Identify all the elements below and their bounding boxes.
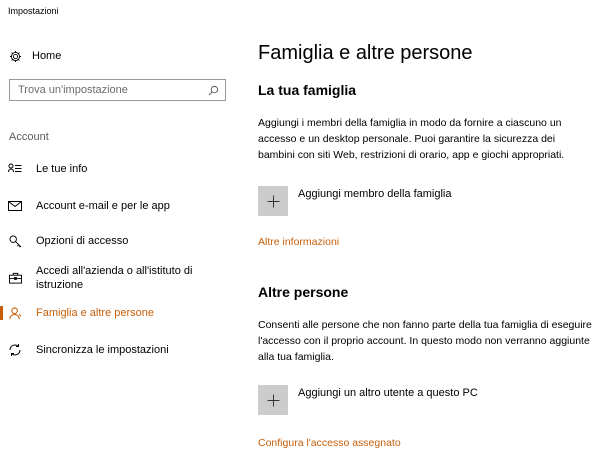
window-title: Impostazioni — [8, 6, 59, 16]
plus-icon — [258, 186, 288, 216]
sidebar-item-label: Le tue info — [36, 163, 88, 175]
person-icon — [2, 307, 28, 320]
configura-accesso-assegnato-link[interactable]: Configura l'accesso assegnato — [258, 437, 401, 449]
altre-informazioni-link[interactable]: Altre informazioni — [258, 236, 340, 248]
search-input[interactable] — [18, 84, 208, 96]
sidebar-item-famiglia[interactable] — [0, 306, 235, 320]
sidebar-item-label: Opzioni di accesso — [36, 235, 129, 247]
sidebar-item-label: Sincronizza le impostazioni — [36, 344, 169, 356]
sidebar-item-account-email[interactable] — [0, 199, 235, 213]
sync-icon — [2, 343, 28, 357]
active-indicator — [0, 306, 3, 320]
briefcase-icon — [2, 272, 28, 284]
add-family-member-button[interactable] — [258, 186, 451, 216]
family-description: Aggiungi i membri della famiglia in modo da fornire a ciascuno un accesso e un desktop personale. Puoi garantire la sicurezza dei bambini con siti Web, restrizioni di orario, app e giochi appropriati. — [258, 117, 565, 161]
sidebar-item-le-tue-info[interactable] — [0, 162, 235, 176]
add-other-user-label: Aggiungi un altro utente a questo PC — [298, 387, 478, 399]
nav-home[interactable] — [9, 46, 61, 66]
sidebar-item-azienda-istituto[interactable] — [0, 264, 235, 292]
sidebar-item-opzioni-accesso[interactable] — [0, 234, 235, 248]
nav-home-label: Home — [32, 50, 62, 62]
others-description: Consenti alle persone che non fanno parte della tua famiglia di eseguire l'accesso con il proprio account. In questo modo non verranno aggiunte alla tua famiglia. — [258, 319, 592, 363]
search-icon[interactable] — [208, 85, 219, 96]
plus-icon — [258, 385, 288, 415]
family-heading: La tua famiglia — [258, 82, 357, 98]
page-title: Famiglia e altre persone — [258, 42, 473, 64]
sidebar-item-label: Famiglia e altre persone — [36, 307, 155, 319]
section-label-account: Account — [9, 131, 49, 143]
key-icon — [2, 235, 28, 248]
sidebar-item-label: Accedi all'azienda o all'istituto di istruzione — [36, 265, 193, 291]
user-info-icon — [2, 163, 28, 175]
others-heading: Altre persone — [258, 284, 349, 300]
sidebar-item-label: Account e-mail e per le app — [36, 200, 170, 212]
add-other-user-button[interactable] — [258, 385, 478, 415]
search-box[interactable] — [9, 79, 226, 101]
mail-icon — [2, 201, 28, 211]
gear-icon — [9, 50, 22, 63]
sidebar-item-sincronizza[interactable] — [0, 343, 235, 357]
add-family-member-label: Aggiungi membro della famiglia — [298, 188, 452, 200]
